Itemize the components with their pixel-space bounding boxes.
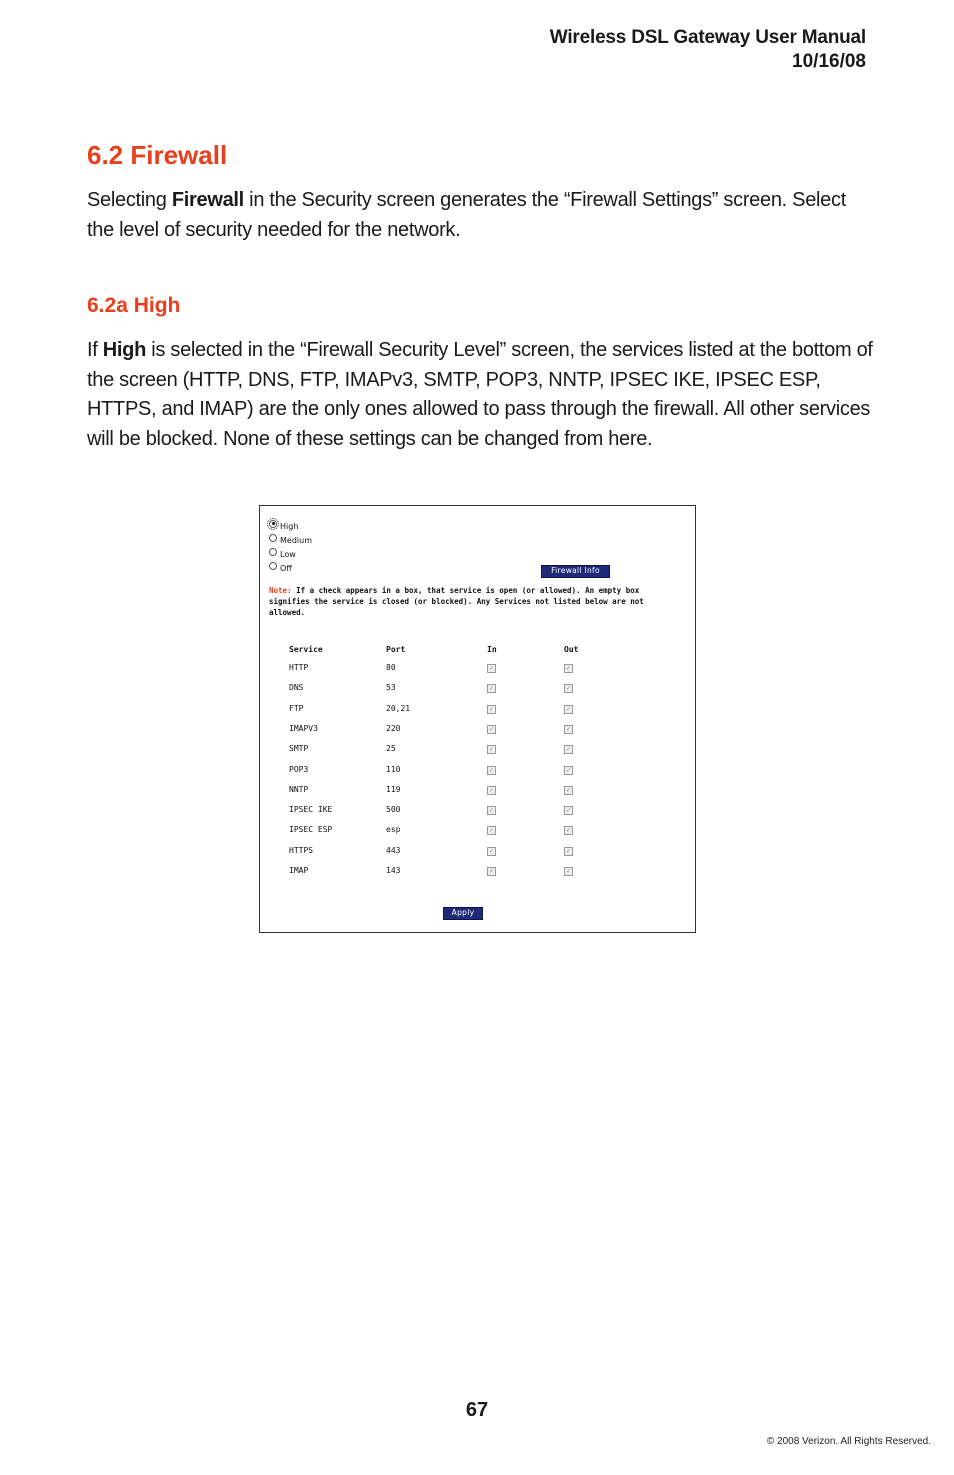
in-checkbox: ✓ xyxy=(487,766,496,775)
service-row xyxy=(260,663,695,683)
radio-label: Low xyxy=(280,550,296,559)
service-row xyxy=(260,765,695,785)
apply-button[interactable]: Apply xyxy=(443,907,483,920)
note-label: Note: xyxy=(269,586,292,595)
in-checkbox: ✓ xyxy=(487,664,496,673)
sub-bold: High xyxy=(102,339,147,361)
service-port: 110 xyxy=(386,764,401,774)
service-port: 443 xyxy=(386,845,401,855)
radio-button[interactable] xyxy=(269,562,277,570)
copyright: © 2008 Verizon. All Rights Reserved. xyxy=(766,1436,931,1447)
out-checkbox: ✓ xyxy=(564,826,573,835)
firewall-settings-screenshot xyxy=(259,505,696,933)
service-port: 220 xyxy=(386,723,401,733)
out-checkbox: ✓ xyxy=(564,786,573,795)
column-service: Service xyxy=(289,645,323,654)
service-name: IPSEC IKE xyxy=(289,805,333,815)
manual-title: Wireless DSL Gateway User Manual xyxy=(549,27,866,48)
out-checkbox: ✓ xyxy=(564,867,573,876)
out-checkbox: ✓ xyxy=(564,664,573,673)
subsection-text xyxy=(87,336,877,454)
in-checkbox: ✓ xyxy=(487,847,496,856)
intro-text: Selecting xyxy=(87,189,172,211)
service-port: 20,21 xyxy=(386,703,411,713)
security-level-option[interactable] xyxy=(269,520,298,533)
service-name: HTTPS xyxy=(289,845,314,855)
radio-button[interactable] xyxy=(269,520,277,528)
service-port: 500 xyxy=(386,805,401,815)
service-port: 143 xyxy=(386,866,401,875)
service-name: FTP xyxy=(289,703,304,713)
in-checkbox: ✓ xyxy=(487,745,496,754)
out-checkbox: ✓ xyxy=(564,766,573,775)
service-row xyxy=(260,704,695,724)
column-out: Out xyxy=(564,645,579,654)
page-number: 67 xyxy=(465,1399,489,1421)
manual-header xyxy=(550,26,866,74)
in-checkbox: ✓ xyxy=(487,684,496,693)
in-checkbox: ✓ xyxy=(487,806,496,815)
radio-button[interactable] xyxy=(269,534,277,542)
subsection-heading: 6.2a High xyxy=(87,294,181,317)
service-port: esp xyxy=(386,825,401,835)
radio-label: Off xyxy=(280,564,292,573)
in-checkbox: ✓ xyxy=(487,725,496,734)
service-row xyxy=(260,683,695,703)
manual-date: 10/16/08 xyxy=(792,51,866,72)
service-port: 80 xyxy=(386,663,396,672)
service-row xyxy=(260,785,695,805)
intro-bold: Firewall xyxy=(171,189,244,211)
radio-label: Medium xyxy=(280,536,312,545)
out-checkbox: ✓ xyxy=(564,725,573,734)
security-level-option[interactable] xyxy=(269,562,292,575)
sub-text-rest: is selected in the “Firewall Security Level” screen, the services listed at the bottom of the screen (HTTP, DNS, FTP, IMAPv3, SMTP, POP3, NNTP, IPSEC IKE, IPSEC ESP, HTTPS, and IMAP) are the only ones allowed to pass through the firewall. All other services will be blocked. None of these settings can be changed from here. xyxy=(87,339,873,450)
out-checkbox: ✓ xyxy=(564,705,573,714)
radio-label: High xyxy=(280,522,299,531)
in-checkbox: ✓ xyxy=(487,826,496,835)
service-port: 53 xyxy=(386,683,396,693)
in-checkbox: ✓ xyxy=(487,786,496,795)
note-text: If a check appears in a box, that service is open (or allowed). An empty box signifies the service is closed (or blocked). Any Services not listed below are not allowed. xyxy=(269,586,644,617)
service-port: 25 xyxy=(386,744,396,754)
service-row xyxy=(260,724,695,744)
service-row xyxy=(260,744,695,764)
service-name: NNTP xyxy=(289,784,309,794)
intro-text-rest: in the Security screen generates the “Firewall Settings” screen. Select the level of security needed for the network. xyxy=(87,189,846,241)
security-level-option[interactable] xyxy=(269,548,296,561)
out-checkbox: ✓ xyxy=(564,806,573,815)
radio-button[interactable] xyxy=(269,548,277,556)
in-checkbox: ✓ xyxy=(487,867,496,876)
sub-text: If xyxy=(87,339,103,361)
service-name: IMAP xyxy=(289,866,309,875)
out-checkbox: ✓ xyxy=(564,684,573,693)
column-port: Port xyxy=(386,645,406,654)
service-name: POP3 xyxy=(289,764,309,774)
out-checkbox: ✓ xyxy=(564,745,573,754)
service-row xyxy=(260,866,695,886)
in-checkbox: ✓ xyxy=(487,705,496,714)
service-port: 119 xyxy=(386,784,401,794)
service-name: SMTP xyxy=(289,744,309,754)
service-name: HTTP xyxy=(289,663,309,672)
firewall-info-button[interactable]: Firewall Info xyxy=(541,565,610,578)
service-row xyxy=(260,805,695,825)
security-level-option[interactable] xyxy=(269,534,312,547)
service-row xyxy=(260,825,695,845)
firewall-note xyxy=(269,585,679,618)
section-intro xyxy=(87,186,877,245)
out-checkbox: ✓ xyxy=(564,847,573,856)
service-name: IPSEC ESP xyxy=(289,825,333,835)
service-name: IMAPV3 xyxy=(289,723,318,733)
service-name: DNS xyxy=(289,683,304,693)
service-row xyxy=(260,846,695,866)
column-in: In xyxy=(487,645,497,654)
section-heading: 6.2 Firewall xyxy=(87,140,228,170)
